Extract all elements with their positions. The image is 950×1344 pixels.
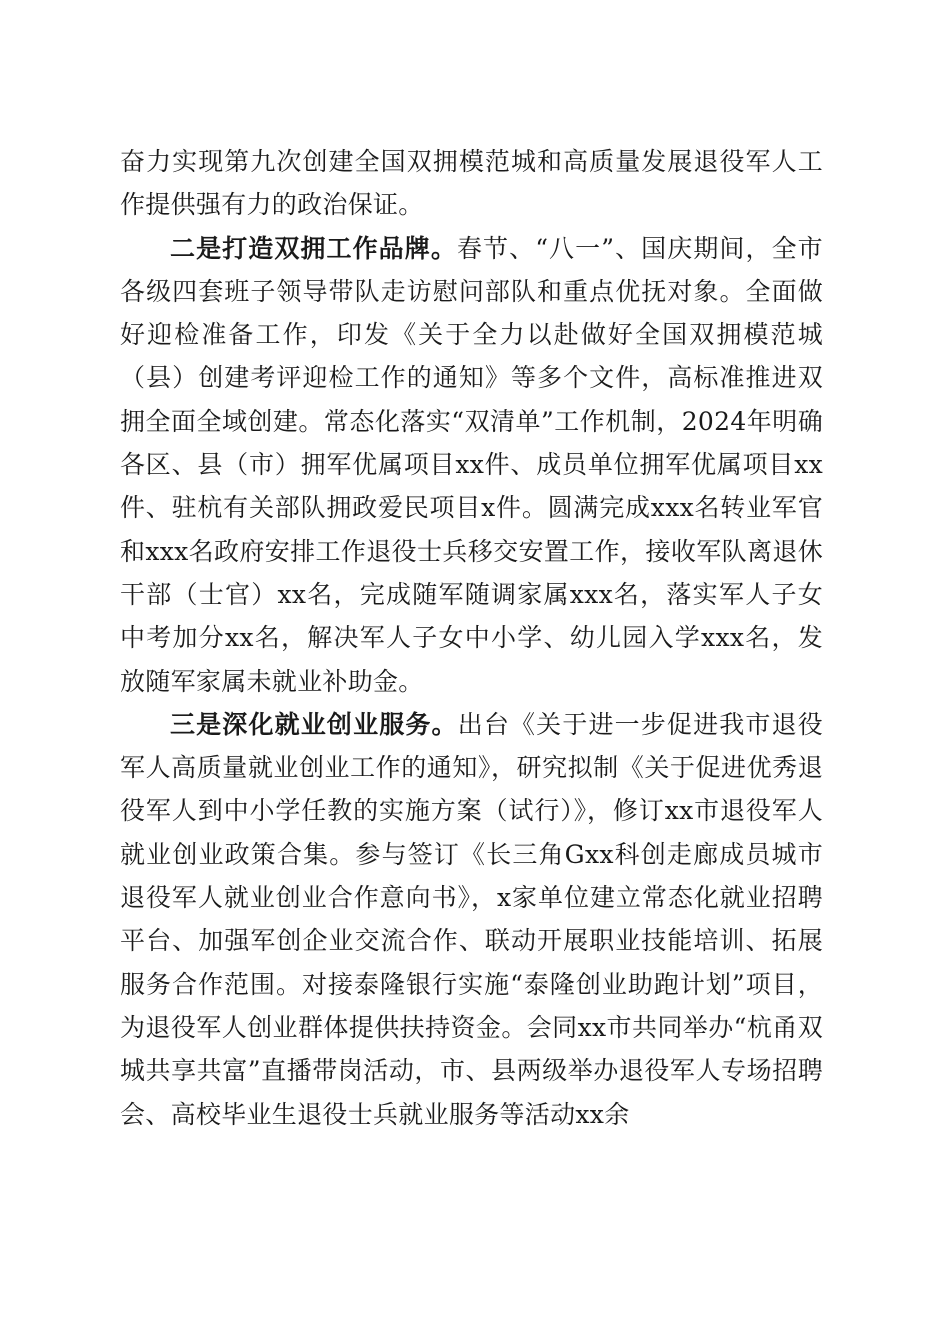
paragraph-double-support-brand	[120, 227, 823, 703]
paragraph-continuation	[120, 140, 823, 227]
document-body	[120, 140, 823, 1136]
paragraph-employment-service	[120, 703, 823, 1136]
paragraph-heading: 二是打造双拥工作品牌。	[170, 233, 457, 263]
paragraph-body: 春节、“八一”、国庆期间，全市各级四套班子领导带队走访慰问部队和重点优抚对象。全面做好迎检准备工作，印发《关于全力以赴做好全国双拥模范城（县）创建考评迎检工作的通知》等多个文件，高标准推进双拥全面全域创建。常态化落实“双清单”工作机制，2024年明确各区、县（市）拥军优属项目xx件、成员单位拥军优属项目xx件、驻杭有关部队拥政爱民项目x件。圆满完成xxx名转业军官和xxx名政府安排工作退役士兵移交安置工作，接收军队离退休干部（士官）xx名，完成随军随调家属xxx名，落实军人子女中考加分xx名，解决军人子女中小学、幼儿园入学xxx名，发放随军家属未就业补助金。	[120, 233, 823, 696]
paragraph-body: 奋力实现第九次创建全国双拥模范城和高质量发展退役军人工作提供强有力的政治保证。	[120, 147, 823, 220]
paragraph-body: 出台《关于进一步促进我市退役军人高质量就业创业工作的通知》，研究拟制《关于促进优秀退役军人到中小学任教的实施方案（试行）》，修订xx市退役军人就业创业政策合集。参与签订《长三角Gxx科创走廊成员城市退役军人就业创业合作意向书》，x家单位建立常态化就业招聘平台、加强军创企业交流合作、联动开展职业技能培训、拓展服务合作范围。对接泰隆银行实施“泰隆创业助跑计划”项目，为退役军人创业群体提供扶持资金。会同xx市共同举办“杭甬双城共享共富”直播带岗活动，市、县两级举办退役军人专场招聘会、高校毕业生退役士兵就业服务等活动xx余	[120, 709, 823, 1129]
paragraph-heading: 三是深化就业创业服务。	[170, 709, 458, 739]
